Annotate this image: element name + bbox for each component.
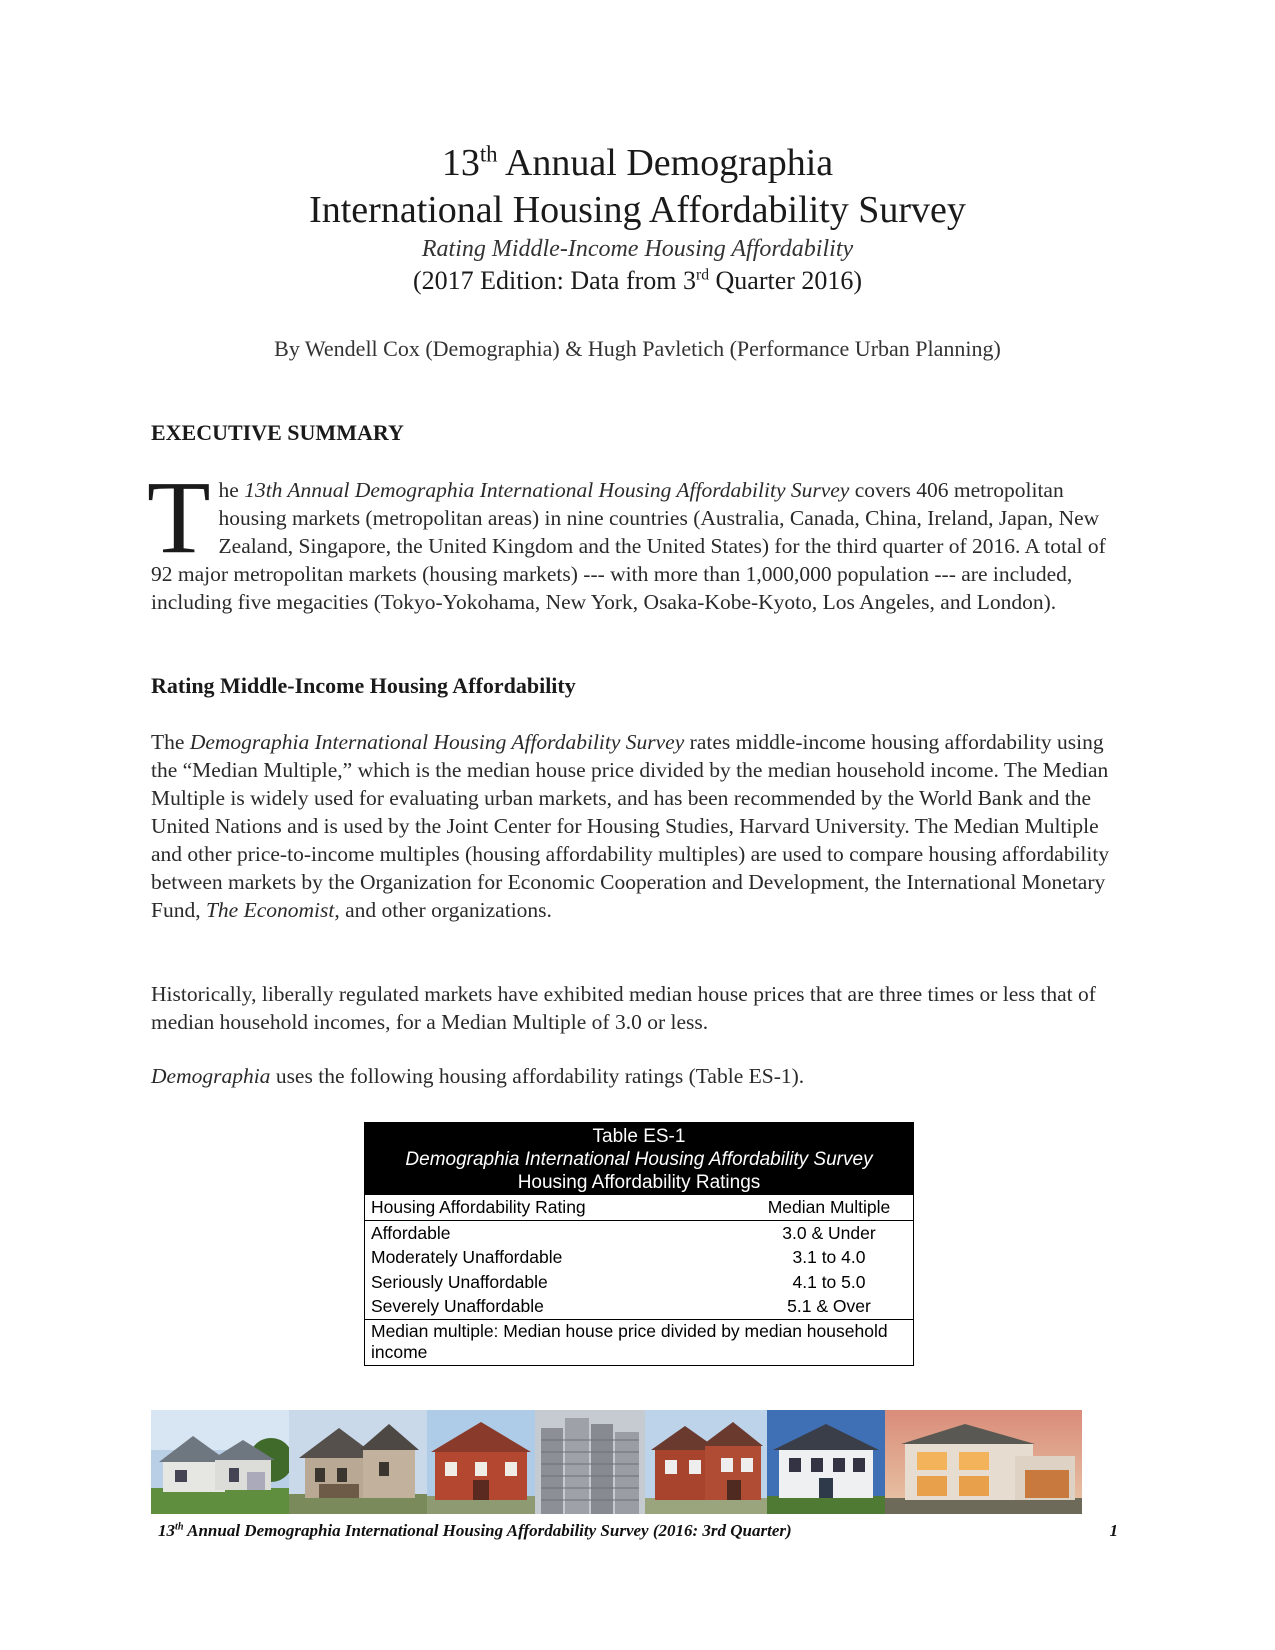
house-photo — [151, 1410, 289, 1514]
col-header-rating: Housing Affordability Rating — [371, 1197, 586, 1217]
table-row — [365, 1294, 913, 1320]
table-note: Median multiple: Median house price divided by median household income — [371, 1320, 888, 1362]
page-footer — [158, 1521, 1118, 1541]
house-photo-strip — [151, 1410, 1124, 1514]
rating-cell: Affordable — [371, 1222, 451, 1243]
table-column-headers — [365, 1195, 913, 1221]
page-number: 1 — [1109, 1521, 1118, 1540]
rating-cell: Moderately Unaffordable — [371, 1247, 563, 1267]
table-header — [365, 1123, 913, 1195]
table-subtitle: Demographia International Housing Affordability Survey — [405, 1149, 873, 1170]
col-header-multiple: Median Multiple — [767, 1197, 891, 1217]
table-row — [365, 1245, 913, 1270]
executive-summary-heading: EXECUTIVE SUMMARY — [151, 420, 404, 445]
title-block — [0, 140, 1275, 298]
rating-paragraph-2: Historically, liberally regulated markets have exhibited median house prices that are three times or less that of median household incomes, for a Median Multiple of 3.0 or less. — [151, 982, 1096, 1034]
house-photo — [645, 1410, 767, 1514]
title-line-1: 13th Annual Demographia — [441, 141, 834, 184]
house-photo — [427, 1410, 535, 1514]
table-es-1 — [364, 1122, 914, 1366]
multiple-cell: 3.1 to 4.0 — [792, 1247, 866, 1267]
house-photo — [767, 1410, 885, 1514]
subtitle: Rating Middle-Income Housing Affordability — [421, 236, 854, 262]
table-title: Table ES-1 — [592, 1126, 686, 1147]
house-photo — [885, 1410, 1082, 1514]
multiple-cell: 3.0 & Under — [782, 1222, 876, 1243]
exec-summary-paragraph: The 13th Annual Demographia International Housing Affordability Survey covers 406 metropolitan housing markets (metropolitan areas) in nine countries (Australia, Canada, China, Ireland, Japan, New Zealand, Singapore, the United Kingdom and the United States) for the third quarter of 2016. A total of 92 major metropolitan markets (housing markets) --- with more than 1,000,000 population --- are included, including five megacities (Tokyo-Yokohama, New York, Osaka-Kobe-Kyoto, Los Angeles, and London). — [147, 460, 1106, 614]
authors: By Wendell Cox (Demographia) & Hugh Pavletich (Performance Urban Planning) — [274, 336, 1001, 361]
rating-cell: Seriously Unaffordable — [371, 1271, 548, 1292]
table-row — [365, 1221, 913, 1246]
rating-paragraph-1: The Demographia International Housing Affordability Survey rates middle-income housing affordability using the “Median Multiple,” which is the median house price divided by the median household income. The Median Multiple is widely used for evaluating urban markets, and has been recommended by the World Bank and the United Nations and is used by the Joint Center for Housing Studies, Harvard University. The Median Multiple and other price-to-income multiples (housing affordability multiples) are used to compare housing affordability between markets by the Organization for Economic Cooperation and Development, the International Monetary Fund, The Economist, and other organizations. — [151, 730, 1110, 922]
drop-cap: T — [147, 460, 211, 575]
rating-section-heading: Rating Middle-Income Housing Affordability — [151, 673, 576, 698]
rating-cell: Severely Unaffordable — [371, 1296, 544, 1316]
title-line-2: International Housing Affordability Survey — [309, 189, 966, 231]
table-caption: Housing Affordability Ratings — [517, 1172, 761, 1193]
multiple-cell: 4.1 to 5.0 — [792, 1271, 866, 1292]
multiple-cell: 5.1 & Over — [787, 1296, 871, 1316]
table-row — [365, 1270, 913, 1295]
edition-line: (2017 Edition: Data from 3rd Quarter 2016) — [412, 266, 863, 295]
house-photo — [289, 1410, 427, 1514]
house-photo — [535, 1410, 645, 1514]
rating-paragraph-3: Demographia uses the following housing affordability ratings (Table ES-1). — [151, 1064, 805, 1088]
footer-title: 13th Annual Demographia International Housing Affordability Survey (2016: 3rd Quarter) — [158, 1521, 792, 1540]
